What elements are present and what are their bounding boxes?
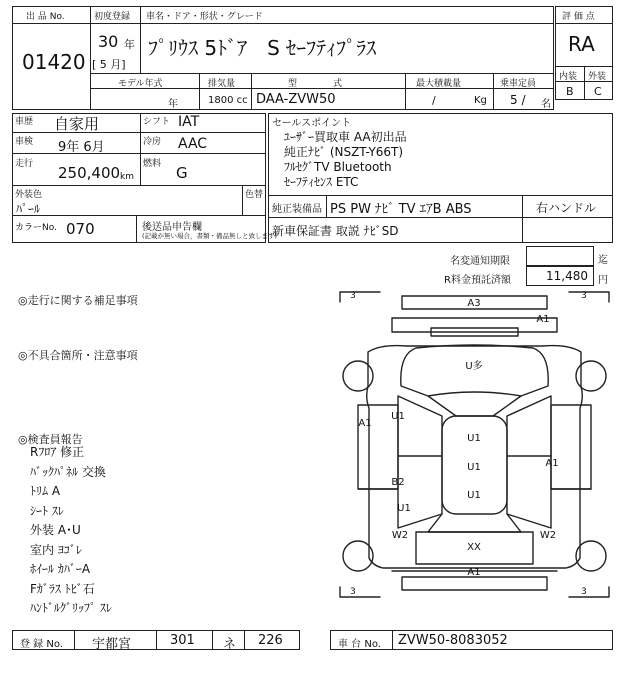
load-value: /: [432, 94, 436, 107]
history-label: 車歴: [15, 117, 34, 127]
reg-class: 301: [170, 633, 195, 648]
sales-point-line: ｾｰﾌﾃｨｾﾝｽ ETC: [284, 175, 359, 189]
first-reg-label: 初度登録: [94, 12, 131, 22]
mark-xx-rear: XX: [467, 542, 481, 553]
warranty-value: 新車保証書 取説 ﾅﾋﾞSD: [272, 224, 399, 238]
capacity-value: 5 /: [510, 93, 526, 107]
driving-notes-title: ◎走行に関する補足事項: [18, 294, 138, 307]
lot-number: 01420: [22, 50, 86, 74]
color-value: ﾊﾟｰﾙ: [16, 202, 41, 216]
name-change-box: [526, 246, 594, 266]
reg-area: 宇都宮: [92, 637, 132, 652]
car-name-label: 車名・ドア・形状・グレード: [146, 12, 263, 22]
mark-a1-top: A1: [536, 314, 550, 325]
inspector-line: ﾄﾘﾑ A: [30, 484, 61, 498]
equipment-label: 純正装備品: [272, 204, 322, 215]
first-reg-year: 30: [98, 32, 119, 51]
corner-tr: 3: [581, 291, 587, 301]
ac-label: 冷房: [143, 137, 162, 147]
displacement-label: 排気量: [208, 79, 236, 89]
corner-br: 3: [581, 587, 587, 597]
eval-label: 評 価 点: [562, 12, 595, 22]
displacement-value: 1800 cc: [208, 95, 248, 106]
rear-bumper-panel: [402, 577, 547, 590]
mark-u1-left: U1: [391, 411, 405, 422]
mark-w2-right: W2: [539, 530, 557, 541]
rear-window-area: [428, 514, 521, 532]
mark-b2-left: B2: [391, 477, 405, 488]
lot-label: 出 品 No.: [26, 12, 65, 22]
inspection-value: 9年 6月: [58, 140, 105, 155]
mileage-unit: km: [120, 172, 134, 182]
car-name: ﾌﾟﾘｳｽ 5ﾄﾞｱ S ｾｰﾌﾃｨﾌﾟﾗｽ: [148, 36, 377, 60]
mileage-value: 250,400: [58, 164, 121, 182]
model-year-unit: 年: [168, 99, 178, 110]
ac-value: AAC: [178, 136, 208, 152]
mark-u1-center-2: U1: [467, 462, 481, 473]
recycle-label: R料金預託済額: [444, 275, 511, 286]
delivery-label: 後送品申告欄: [142, 222, 202, 233]
eval-score: RA: [568, 32, 595, 56]
interior-grade: B: [566, 85, 574, 98]
car-condition-diagram: [336, 288, 613, 601]
color-change-label: 色替: [245, 190, 264, 200]
recycle-unit: 円: [598, 275, 608, 286]
sales-points-label: セールスポイント: [272, 118, 352, 129]
inspection-label: 車検: [15, 137, 34, 147]
front-view-body: [392, 318, 557, 332]
inspector-line: ﾊﾞｯｸﾊﾟﾈﾙ 交換: [30, 464, 106, 479]
inspector-line: Rﾌﾛｱ 修正: [30, 445, 85, 459]
inspector-line: ﾊﾝﾄﾞﾙｸﾞﾘｯﾌﾟ ｽﾚ: [30, 601, 112, 615]
load-label: 最大積載量: [416, 79, 462, 89]
color-no-value: 070: [66, 220, 95, 238]
model-code-label: 型 式: [288, 79, 343, 89]
inspector-line: ｼｰﾄ ｽﾚ: [30, 503, 64, 518]
inspector-report-list: [30, 443, 330, 619]
reg-label: 登 録 No.: [20, 639, 63, 650]
capacity-unit: 名: [541, 99, 551, 110]
first-reg-month: [ 5 月]: [92, 58, 126, 71]
model-year-label: モデル年式: [118, 79, 163, 89]
shift-value: IAT: [178, 114, 200, 130]
reg-kana: ネ: [223, 637, 237, 652]
mileage-label: 走行: [15, 159, 34, 169]
inspector-line: 外装 A･U: [30, 523, 81, 537]
interior-label: 内装: [559, 72, 578, 82]
handle-side: 右ハンドル: [536, 201, 597, 215]
chassis-value: ZVW50-8083052: [398, 633, 508, 648]
inspector-line: Fｶﾞﾗｽ ﾄﾋﾞ石: [30, 581, 95, 596]
name-change-label: 名変通知期限: [450, 256, 510, 267]
exterior-label: 外装: [588, 72, 607, 82]
first-reg-year-unit: 年: [124, 38, 135, 51]
mark-a1-right: A1: [545, 458, 559, 469]
fuel-label: 燃料: [143, 159, 162, 169]
exterior-grade: C: [594, 85, 602, 98]
inspector-line: ﾎｲｰﾙ ｶﾊﾞｰA: [30, 562, 91, 576]
name-change-unit: 迄: [598, 255, 608, 266]
recycle-value: 11,480: [546, 269, 588, 283]
delivery-note: (記載が無い場合，書類・備品無しと致します): [142, 232, 278, 240]
mark-u-roof: U多: [465, 361, 483, 372]
mark-a1-bottom: A1: [467, 567, 481, 578]
fuel-value: G: [176, 164, 188, 182]
defects-title: ◎不具合箇所・注意事項: [18, 349, 138, 362]
shift-label: シフト: [143, 117, 171, 127]
sales-point-line: ﾕｰｻﾞｰ買取車 AA初出品: [284, 130, 407, 144]
capacity-label: 乗車定員: [500, 79, 537, 89]
chassis-label: 車 台 No.: [338, 639, 381, 650]
color-label: 外装色: [15, 190, 43, 200]
equipment-value: PS PW ﾅﾋﾞ TV ｴｱB ABS: [330, 202, 472, 217]
sales-point-line: 純正ﾅﾋﾞ (NSZT-Y66T): [284, 145, 404, 159]
load-unit: Kg: [474, 95, 487, 106]
model-code: DAA-ZVW50: [256, 92, 336, 107]
mark-u1-center-3: U1: [467, 490, 481, 501]
sales-point-line: ﾌﾙｾｸﾞTV Bluetooth: [284, 160, 392, 174]
mark-u1-left-lower: U1: [397, 503, 411, 514]
inspector-line: 室内 ﾖｺﾞﾚ: [30, 542, 82, 557]
mark-u1-center-1: U1: [467, 433, 481, 444]
right-side-body: [507, 396, 551, 528]
color-no-label: カラーNo.: [15, 223, 57, 233]
history-value: 自家用: [54, 115, 100, 133]
reg-number: 226: [258, 633, 283, 648]
mark-a1-left: A1: [358, 418, 372, 429]
mark-w2-left: W2: [391, 530, 409, 541]
right-front-door-box: [551, 405, 591, 489]
mark-a3-top: A3: [467, 298, 481, 309]
inspector-title: ◎検査員報告: [18, 433, 83, 446]
corner-bl: 3: [350, 587, 356, 597]
corner-tl: 3: [350, 291, 356, 301]
